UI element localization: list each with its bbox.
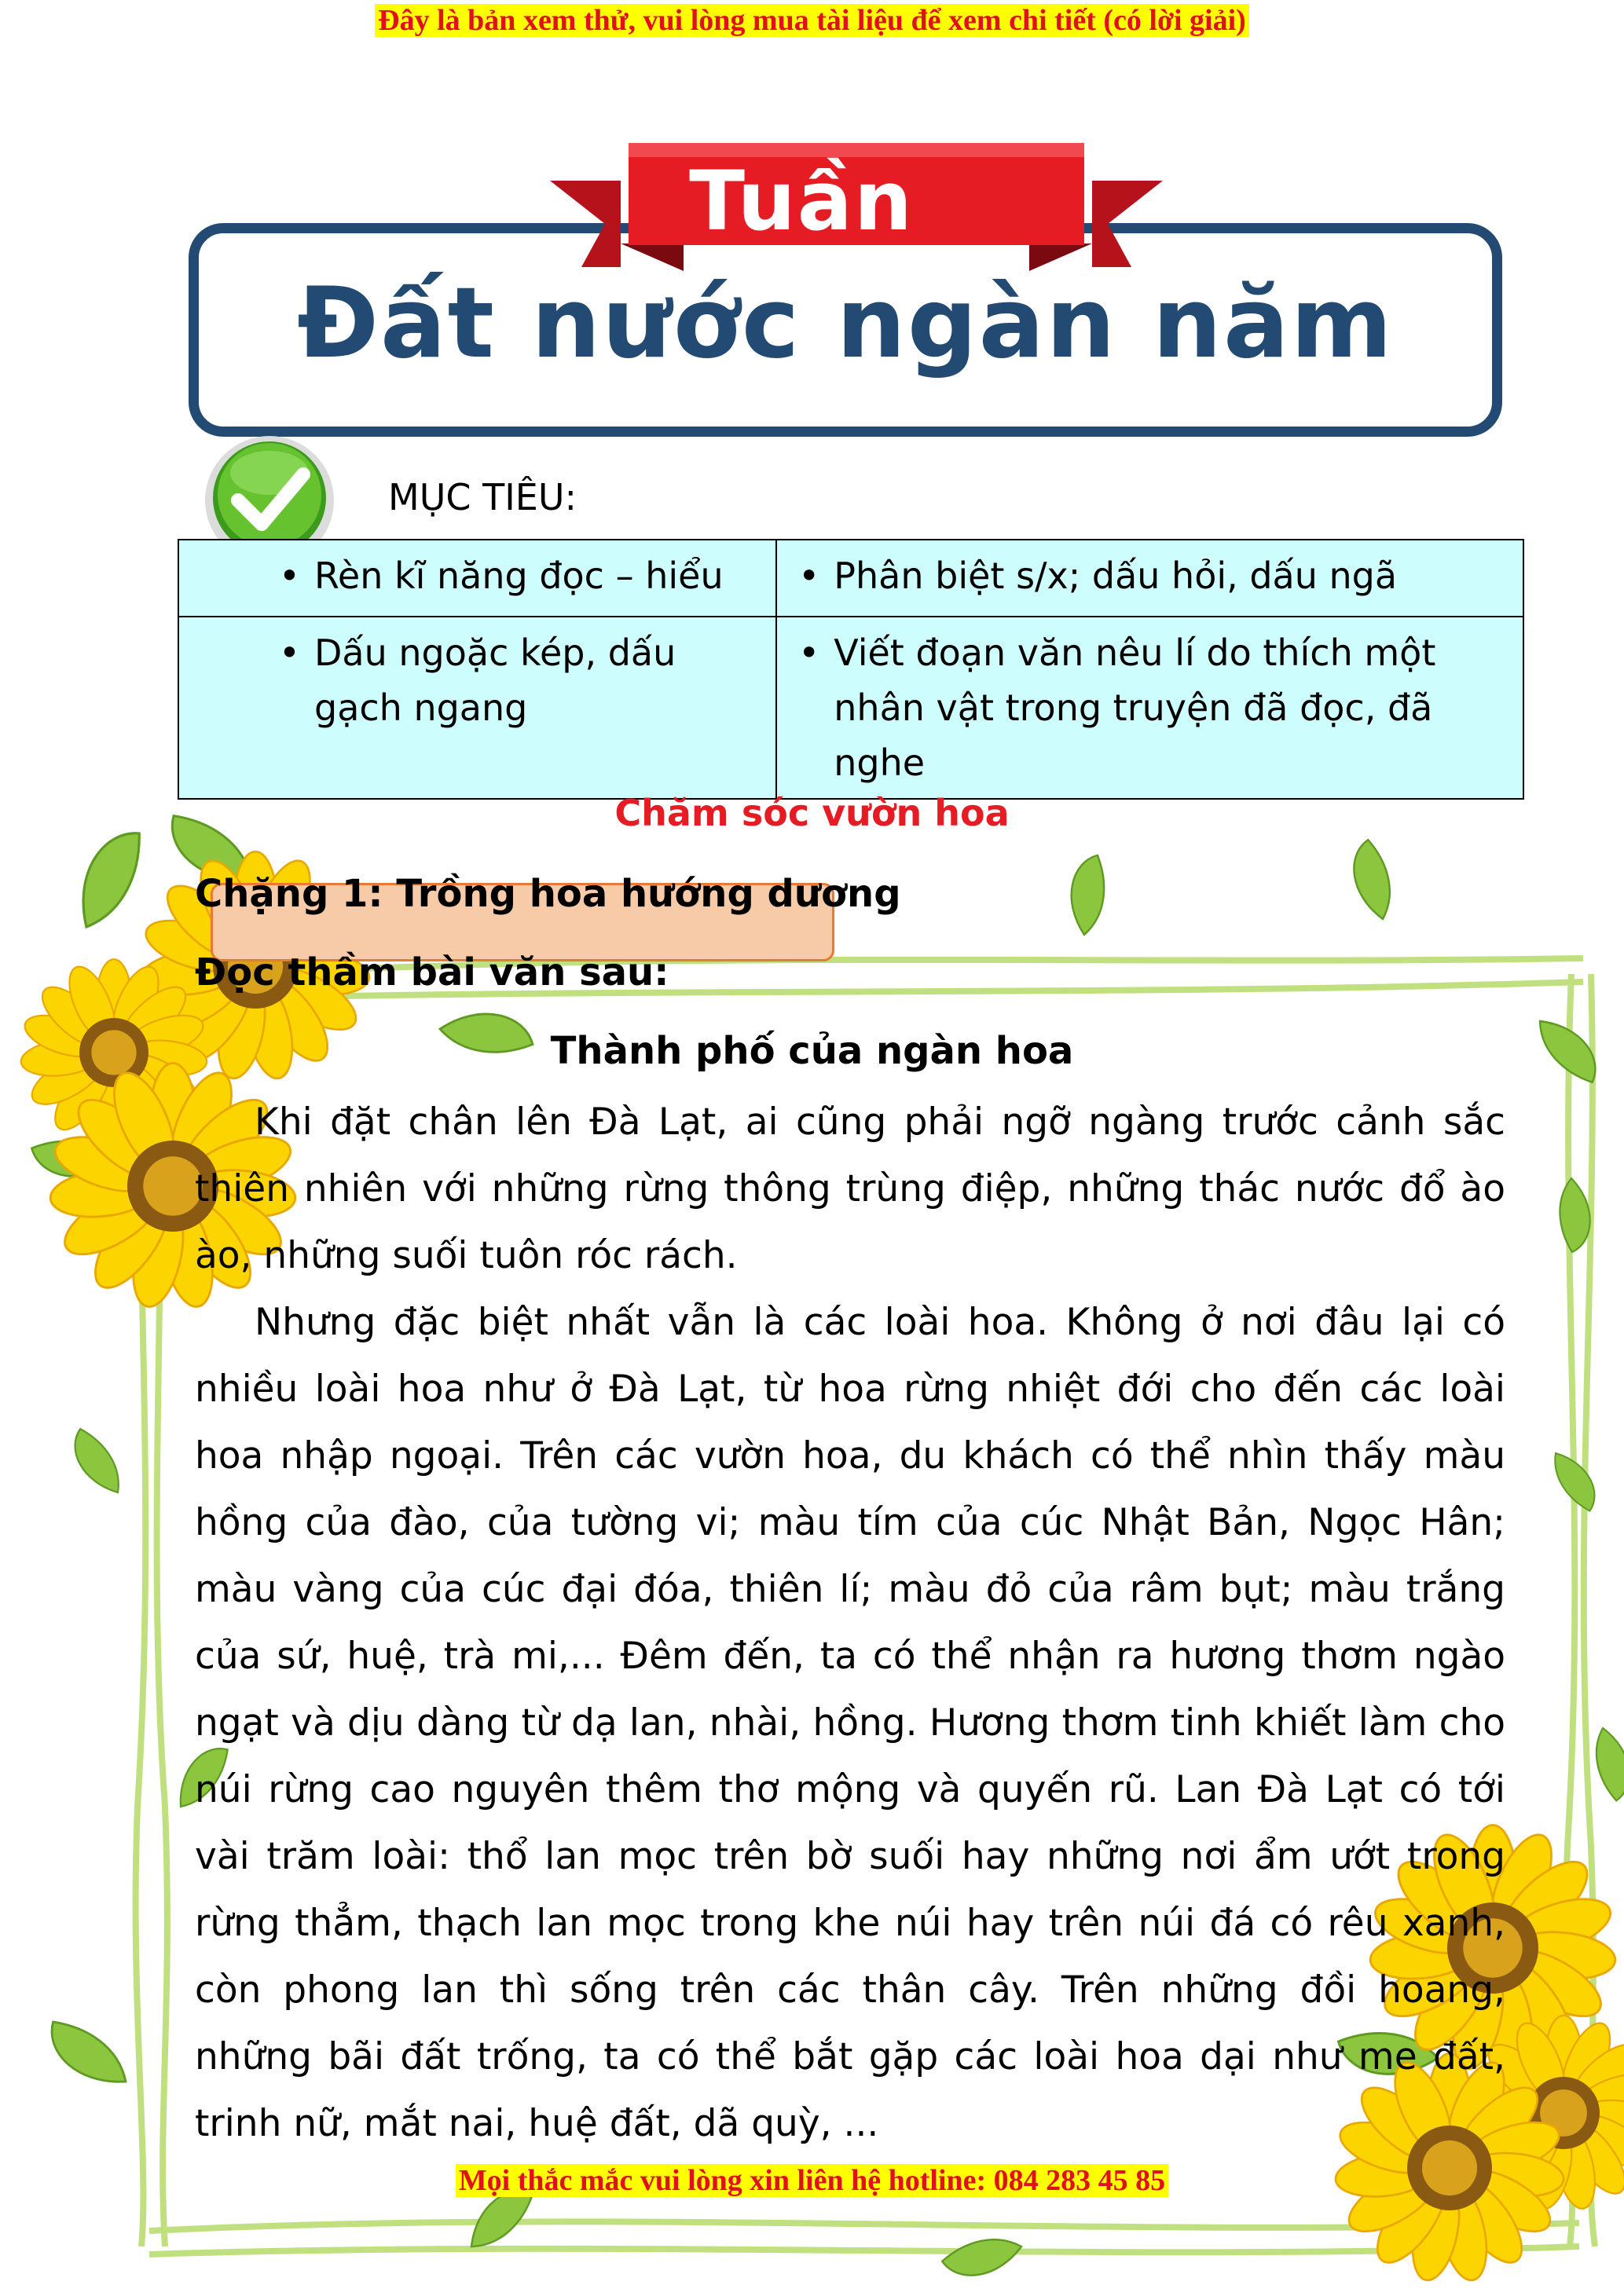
objectives-label: MỤC TIÊU: [388,476,577,518]
passage-paragraph: Nhưng đặc biệt nhất vẫn là các loài hoa. Không ở nơi đâu lại có nhiều loài hoa như ở Đà Lạt, từ hoa rừng nhiệt đới cho đến các loài hoa nhập ngoại. Trên các vườn hoa, du khách có thể nhìn thấy màu hồng của đào, của tường vi; màu tím của cúc Nhật Bản, Ngọc Hân; màu vàng của cúc đại đóa, thiên lí; màu đỏ của râm bụt; màu trắng của sứ, huệ, trà mi,... Đêm đến, ta có thể nhận ra hương thơm ngào ngạt và dịu dàng từ dạ lan, nhài, hồng. Hương thơm tinh khiết làm cho núi rừng cao nguyên thêm thơ mộng và quyến rũ. Lan Đà Lạt có tới vài trăm loài: thổ lan mọc trên bờ suối hay những nơi ẩm ướt trong rừng thẳm, thạch lan mọc trong khe núi hay trên núi đá có rêu xanh, còn phong lan thì sống trên các thân cây. Trên những đồi hoang, những bãi đất trống, ta có thể bắt gặp các loài hoa dại như me đất, trinh nữ, mắt nai, huệ đất, dã quỳ, ... [195,1301,1505,2145]
preview-notice: Đây là bản xem thử, vui lòng mua tài liệu để xem chi tiết (có lời giải) [0,3,1624,38]
objective-item: Viết đoạn văn nêu lí do thích một nhân vật trong truyện đã đọc, đã nghe [834,632,1436,784]
hotline-notice: Mọi thắc mắc vui lòng xin liên hệ hotline: 084 283 45 85 [0,2163,1624,2198]
objectives-table [178,539,1524,800]
objective-cell: • Dấu ngoặc kép, dấu gạch ngang [178,617,776,799]
objective-cell: • Rèn kĩ năng đọc – hiểu [178,540,776,617]
objective-cell: • Viết đoạn văn nêu lí do thích một nhân vật trong truyện đã đọc, đã nghe [776,617,1523,799]
objective-cell: • Phân biệt s/x; dấu hỏi, dấu ngã [776,540,1523,617]
passage-body [195,1089,1505,2157]
section-title: Chăm sóc vườn hoa [614,792,1010,834]
week-label: Tuần [689,153,914,249]
passage-title: Thành phố của ngàn hoa [550,1029,1074,1073]
stage-title: Chặng 1: Trồng hoa hướng dương [195,872,901,916]
objective-item: Rèn kĩ năng đọc – hiểu [314,555,724,597]
page-title: Đất nước ngàn năm [297,267,1394,380]
reading-instruction: Đọc thầm bài văn sau: [195,950,669,994]
passage-paragraph: Khi đặt chân lên Đà Lạt, ai cũng phải ngỡ ngàng trước cảnh sắc thiên nhiên với những rừng thông trùng điệp, những thác nước đổ ào ào, những suối tuôn róc rách. [195,1100,1505,1277]
objective-item: Dấu ngoặc kép, dấu gạch ngang [314,632,676,729]
objective-item: Phân biệt s/x; dấu hỏi, dấu ngã [834,555,1398,597]
